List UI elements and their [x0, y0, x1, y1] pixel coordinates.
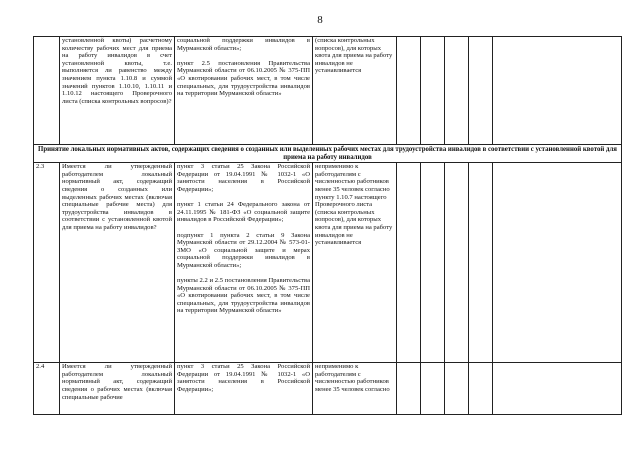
answer-cell-no — [421, 37, 445, 145]
question-text: установленной квоты) расчетному количеству рабочих мест для приема на работу инвалидов в счет установленной квоты, т.е. выполняется ли равенство между значением пункта 1.10.8 и суммой значений пунктов 1.10.10, 1.10.11 и 1.10.12 настоящего Проверочного листа (списка контрольных вопросов)? — [60, 37, 175, 145]
answer-cell-yes — [397, 37, 421, 145]
row-number: 2.3 — [34, 163, 60, 363]
legal-reference-item: подпункт 1 пункта 2 статьи 9 Закона Мурманской области от 29.12.2004 № 573-01-ЗМО «О социальной защите и мерах социальной поддержки инвалидов в Мурманской области»; — [177, 231, 310, 269]
remarks-cell — [493, 163, 622, 363]
table-row — [34, 37, 622, 145]
legal-reference — [175, 37, 313, 145]
legal-reference-item: пункт 3 статьи 25 Закона Российской Федерации от 19.04.1991 № 1032-1 «О занятости населения в Российской Федерации»; — [177, 363, 310, 393]
answer-cell-extra — [469, 163, 493, 363]
legal-reference-item: пункт 3 статьи 25 Закона Российской Федерации от 19.04.1991 № 1032-1 «О занятости населения в Российской Федерации»; — [177, 163, 310, 193]
answer-cell-extra — [469, 37, 493, 145]
legal-reference — [175, 363, 313, 415]
row-number: 2.4 — [34, 363, 60, 415]
section-heading-row — [34, 145, 622, 163]
row-number — [34, 37, 60, 145]
answer-cell-na — [445, 163, 469, 363]
answer-cell-na — [445, 37, 469, 145]
answer-cell-extra — [469, 363, 493, 415]
legal-reference-item: пункт 1 статьи 24 Федерального закона от 24.11.1995 № 181-ФЗ «О социальной защите инвалидов в Российской Федерации»; — [177, 201, 310, 224]
legal-reference-item: пункты 2.2 и 2.5 постановления Правительства Мурманской области от 06.10.2005 № 375-ПП «О квотировании рабочих мест, в том числе специальных, для трудоустройства инвалидов на территории Мурманской области» — [177, 277, 310, 315]
answer-cell-na — [445, 363, 469, 415]
legal-reference — [175, 163, 313, 363]
table-row — [34, 363, 622, 415]
applicability-note: неприменимо к работодателям с численностью работников менее 35 человек согласно пункту 1.10.7 настоящего Проверочного листа (списка контрольных вопросов), для которых квота для приема на работу инвалидов не устанавливается — [313, 163, 397, 363]
table-row — [34, 163, 622, 363]
remarks-cell — [493, 37, 622, 145]
answer-cell-yes — [397, 163, 421, 363]
question-text: Имеется ли утвержденный работодателем локальный нормативный акт, содержащий сведения о созданных или выделенных рабочих местах (включая специальные рабочие места) для трудоустройства инвалидов в соответствии с установленной квотой для приема на работу инвалидов? — [60, 163, 175, 363]
page-number: 8 — [317, 14, 323, 26]
question-text: Имеется ли утвержденный работодателем локальный нормативный акт, содержащий сведения о рабочих местах (включая специальные рабочие — [60, 363, 175, 415]
applicability-note: (списка контрольных вопросов), для которых квота для приема на работу инвалидов не устанавливается — [313, 37, 397, 145]
section-heading: Принятие локальных нормативных актов, содержащих сведения о созданных или выделенных рабочих местах для трудоустройства инвалидов в соответствии с установленной квотой для приема на работу инвалидов — [34, 145, 622, 163]
remarks-cell — [493, 363, 622, 415]
applicability-note: неприменимо к работодателям с численностью работников менее 35 человек согласно — [313, 363, 397, 415]
legal-reference-item: социальной поддержки инвалидов в Мурманской области»; — [177, 37, 310, 52]
checklist-table — [33, 36, 622, 415]
answer-cell-no — [421, 163, 445, 363]
legal-reference-item: пункт 2.5 постановления Правительства Мурманской области от 06.10.2005 № 375-ПП «О квотировании рабочих мест, в том числе специальных, для трудоустройства инвалидов на территории Мурманской области» — [177, 59, 310, 98]
answer-cell-no — [421, 363, 445, 415]
answer-cell-yes — [397, 363, 421, 415]
